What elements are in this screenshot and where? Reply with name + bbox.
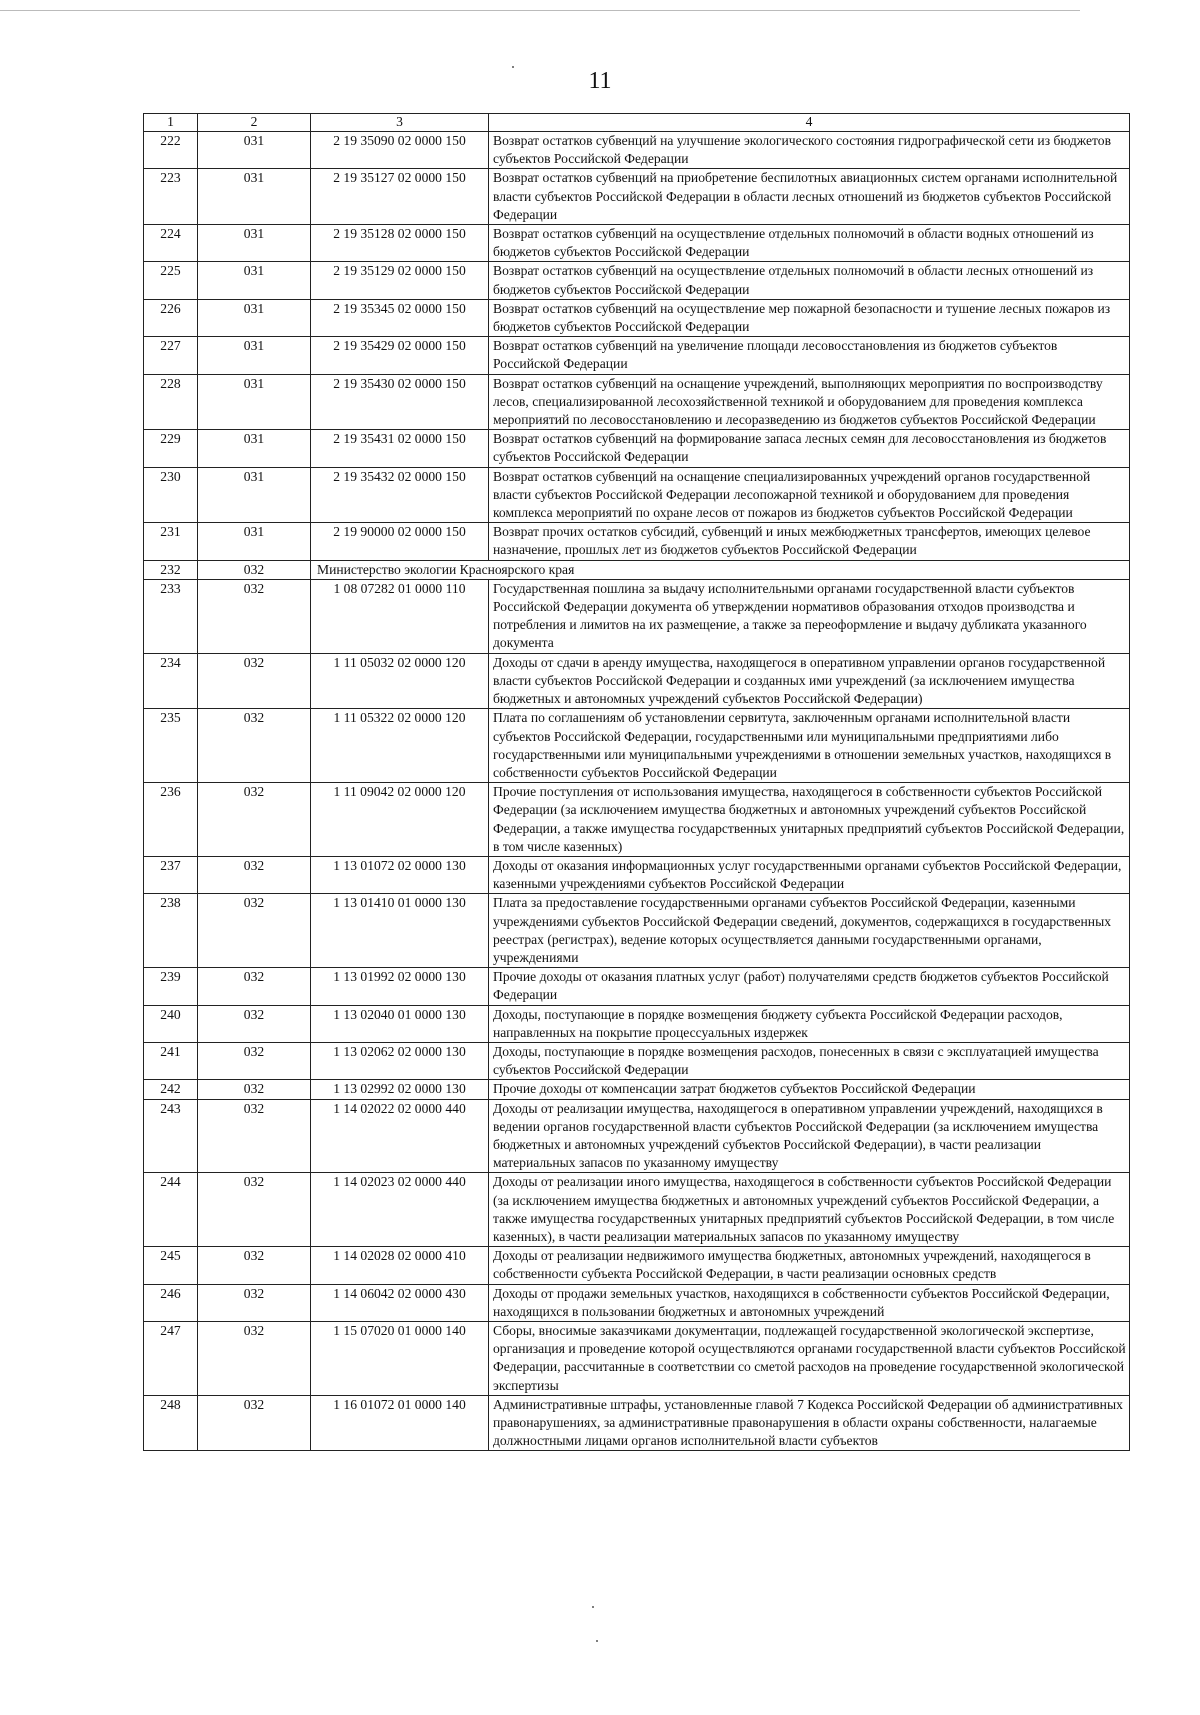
- row-number-cell: 247: [144, 1322, 198, 1396]
- revenue-code-cell: 1 11 05032 02 0000 120: [311, 653, 489, 709]
- revenue-description-cell: Плата по соглашениям об установлении сервитута, заключенным органами исполнительной власти субъектов Российской Федерации, государственными или муниципальными предприятиями либо государственными или муниципальными учреждениями в отношении земельных участков, находящихся в собственности субъектов Российской Федерации: [489, 709, 1130, 783]
- row-number-cell: 243: [144, 1099, 198, 1173]
- table-row: [144, 968, 1130, 1005]
- column-header-3: 3: [311, 114, 489, 132]
- admin-code-cell: 032: [198, 856, 311, 893]
- admin-code-cell: 032: [198, 783, 311, 857]
- revenue-description-cell: Возврат остатков субвенций на приобретение беспилотных авиационных систем органами исполнительной власти субъектов Российской Федерации в области лесных отношений из бюджетов субъектов Российской Федерации: [489, 169, 1130, 225]
- revenue-code-cell: 1 16 01072 01 0000 140: [311, 1395, 489, 1451]
- admin-code-cell: 032: [198, 1322, 311, 1396]
- revenue-code-cell: 1 13 01992 02 0000 130: [311, 968, 489, 1005]
- revenue-code-cell: 2 19 35128 02 0000 150: [311, 225, 489, 262]
- admin-code-cell: 031: [198, 523, 311, 560]
- table-row: [144, 1322, 1130, 1396]
- revenue-code-cell: 2 19 35129 02 0000 150: [311, 262, 489, 299]
- row-number-cell: 228: [144, 374, 198, 430]
- admin-code-cell: 031: [198, 262, 311, 299]
- admin-code-cell: 031: [198, 467, 311, 523]
- row-number-cell: 233: [144, 579, 198, 653]
- revenue-description-cell: Доходы, поступающие в порядке возмещения бюджету субъекта Российской Федерации расходов, направленных на покрытие процессуальных издержек: [489, 1005, 1130, 1042]
- revenue-description-cell: Возврат остатков субвенций на формирование запаса лесных семян для лесовосстановления из бюджетов субъектов Российской Федерации: [489, 430, 1130, 467]
- admin-code-cell: 032: [198, 1080, 311, 1099]
- row-number-cell: 239: [144, 968, 198, 1005]
- row-number-cell: 240: [144, 1005, 198, 1042]
- revenue-description-cell: Плата за предоставление государственными органами субъектов Российской Федерации, казенными учреждениями субъектов Российской Федерации сведений, документов, содержащихся в государственных реестрах (регистрах), ведение которых осуществляется данными государственными органами, учреждениями: [489, 894, 1130, 968]
- revenue-description-cell: Сборы, вносимые заказчиками документации, подлежащей государственной экологической экспертизе, организация и проведение которой осуществляются органами государственной власти субъектов Российской Федерации, рассчитанные в соответствии со сметой расходов на проведение государственной экологической экспертизы: [489, 1322, 1130, 1396]
- revenue-code-cell: 2 19 90000 02 0000 150: [311, 523, 489, 560]
- table-body: [144, 132, 1130, 1451]
- revenue-description-cell: Прочие доходы от компенсации затрат бюджетов субъектов Российской Федерации: [489, 1080, 1130, 1099]
- table-row: [144, 709, 1130, 783]
- admin-code-cell: 031: [198, 337, 311, 374]
- revenue-description-cell: Административные штрафы, установленные главой 7 Кодекса Российской Федерации об административных правонарушениях, за административные правонарушения в области охраны собственности, налагаемые должностными лицами органов исполнительной власти субъектов: [489, 1395, 1130, 1451]
- row-number-cell: 232: [144, 560, 198, 579]
- row-number-cell: 245: [144, 1247, 198, 1284]
- admin-code-cell: 031: [198, 132, 311, 169]
- table-row: [144, 1284, 1130, 1321]
- revenue-codes-table: [143, 113, 1130, 1451]
- admin-code-cell: 032: [198, 579, 311, 653]
- admin-code-cell: 032: [198, 1099, 311, 1173]
- row-number-cell: 231: [144, 523, 198, 560]
- table-row: [144, 374, 1130, 430]
- revenue-code-cell: 1 13 02992 02 0000 130: [311, 1080, 489, 1099]
- table-row: [144, 1099, 1130, 1173]
- admin-code-cell: 032: [198, 1042, 311, 1079]
- admin-code-cell: 032: [198, 1284, 311, 1321]
- row-number-cell: 242: [144, 1080, 198, 1099]
- row-number-cell: 222: [144, 132, 198, 169]
- table-row: [144, 1247, 1130, 1284]
- table-row: [144, 894, 1130, 968]
- table-row: [144, 579, 1130, 653]
- revenue-code-cell: 1 13 01072 02 0000 130: [311, 856, 489, 893]
- table-row: [144, 856, 1130, 893]
- table-row: [144, 169, 1130, 225]
- admin-code-cell: 031: [198, 430, 311, 467]
- row-number-cell: 223: [144, 169, 198, 225]
- revenue-description-cell: Прочие доходы от оказания платных услуг (работ) получателями средств бюджетов субъектов Российской Федерации: [489, 968, 1130, 1005]
- admin-code-cell: 032: [198, 1005, 311, 1042]
- revenue-code-cell: 2 19 35432 02 0000 150: [311, 467, 489, 523]
- admin-code-cell: 031: [198, 374, 311, 430]
- revenue-code-cell: 2 19 35127 02 0000 150: [311, 169, 489, 225]
- revenue-code-cell: 2 19 35429 02 0000 150: [311, 337, 489, 374]
- revenue-description-cell: Возврат остатков субвенций на осуществление отдельных полномочий в области лесных отношений из бюджетов субъектов Российской Федерации: [489, 262, 1130, 299]
- row-number-cell: 248: [144, 1395, 198, 1451]
- row-number-cell: 241: [144, 1042, 198, 1079]
- revenue-description-cell: Доходы от сдачи в аренду имущества, находящегося в оперативном управлении органов государственной власти субъектов Российской Федерации и созданных ими учреждений (за исключением имущества бюджетных и автономных учреждений субъектов Российской Федерации): [489, 653, 1130, 709]
- admin-code-cell: 032: [198, 1173, 311, 1247]
- revenue-description-cell: Возврат остатков субвенций на улучшение экологического состояния гидрографической сети из бюджетов субъектов Российской Федерации: [489, 132, 1130, 169]
- revenue-code-cell: 2 19 35431 02 0000 150: [311, 430, 489, 467]
- table-row: [144, 783, 1130, 857]
- revenue-codes-table-wrap: [143, 113, 1129, 1451]
- row-number-cell: 238: [144, 894, 198, 968]
- table-row: [144, 1005, 1130, 1042]
- revenue-description-cell: Возврат остатков субвенций на увеличение площади лесовосстановления из бюджетов субъектов Российской Федерации: [489, 337, 1130, 374]
- row-number-cell: 237: [144, 856, 198, 893]
- revenue-description-cell: Доходы от реализации иного имущества, находящегося в собственности субъектов Российской Федерации (за исключением имущества бюджетных и автономных учреждений субъектов Российской Федерации, а также имущества государственных унитарных предприятий субъектов Российской Федерации, в том числе казенных), в части реализации материальных запасов по указанному имуществу: [489, 1173, 1130, 1247]
- revenue-code-cell: 1 08 07282 01 0000 110: [311, 579, 489, 653]
- table-row: [144, 430, 1130, 467]
- admin-code-cell: 032: [198, 1247, 311, 1284]
- column-number-row: [144, 114, 1130, 132]
- revenue-code-cell: 1 14 02028 02 0000 410: [311, 1247, 489, 1284]
- table-row: [144, 1173, 1130, 1247]
- table-row: [144, 132, 1130, 169]
- revenue-code-cell: 1 13 01410 01 0000 130: [311, 894, 489, 968]
- admin-code-cell: 032: [198, 968, 311, 1005]
- admin-code-cell: 032: [198, 560, 311, 579]
- column-header-4: 4: [489, 114, 1130, 132]
- page-number: 11: [588, 68, 612, 94]
- revenue-description-cell: Доходы, поступающие в порядке возмещения расходов, понесенных в связи с эксплуатацией имущества субъектов Российской Федерации: [489, 1042, 1130, 1079]
- column-header-2: 2: [198, 114, 311, 132]
- revenue-code-cell: 1 14 06042 02 0000 430: [311, 1284, 489, 1321]
- revenue-code-cell: 1 13 02040 01 0000 130: [311, 1005, 489, 1042]
- revenue-description-cell: Прочие поступления от использования имущества, находящегося в собственности субъектов Российской Федерации (за исключением имущества бюджетных и автономных учреждений субъектов Российской Федерации, а также имущества государственных унитарных предприятий субъектов Российской Федерации, в том числе казенных): [489, 783, 1130, 857]
- admin-code-cell: 031: [198, 299, 311, 336]
- table-row: [144, 1042, 1130, 1079]
- row-number-cell: 246: [144, 1284, 198, 1321]
- table-row: [144, 225, 1130, 262]
- revenue-code-cell: 1 14 02023 02 0000 440: [311, 1173, 489, 1247]
- table-row: [144, 1080, 1130, 1099]
- revenue-description-cell: Возврат остатков субвенций на оснащение специализированных учреждений органов государственной власти субъектов Российской Федерации лесопожарной техникой и оборудованием для проведения комплекса мероприятий по охране лесов от пожаров из бюджетов субъектов Российской Федерации: [489, 467, 1130, 523]
- row-number-cell: 236: [144, 783, 198, 857]
- revenue-code-cell: 2 19 35345 02 0000 150: [311, 299, 489, 336]
- revenue-code-cell: 1 11 05322 02 0000 120: [311, 709, 489, 783]
- row-number-cell: 234: [144, 653, 198, 709]
- row-number-cell: 235: [144, 709, 198, 783]
- table-row: [144, 560, 1130, 579]
- revenue-description-cell: Возврат остатков субвенций на оснащение учреждений, выполняющих мероприятия по воспроизводству лесов, специализированной лесохозяйственной техникой и оборудованием для проведения комплекса мероприятий по лесовосстановлению и лесоразведению из бюджетов субъектов Российской Федерации: [489, 374, 1130, 430]
- column-header-1: 1: [144, 114, 198, 132]
- admin-code-cell: 032: [198, 894, 311, 968]
- revenue-description-cell: Доходы от реализации имущества, находящегося в оперативном управлении учреждений, находящихся в ведении органов государственной власти субъектов Российской Федерации (за исключением имущества бюджетных и автономных учреждений субъектов Российской Федерации), в части реализации материальных запасов по указанному имуществу: [489, 1099, 1130, 1173]
- admin-code-cell: 032: [198, 709, 311, 783]
- table-row: [144, 523, 1130, 560]
- admin-code-cell: 031: [198, 169, 311, 225]
- revenue-description-cell: Возврат остатков субвенций на осуществление отдельных полномочий в области водных отношений из бюджетов субъектов Российской Федерации: [489, 225, 1130, 262]
- admin-code-cell: 031: [198, 225, 311, 262]
- revenue-description-cell: Доходы от продажи земельных участков, находящихся в собственности субъектов Российской Федерации, находящихся в пользовании бюджетных и автономных учреждений: [489, 1284, 1130, 1321]
- scan-top-edge: [0, 10, 1080, 11]
- revenue-description-cell: Возврат прочих остатков субсидий, субвенций и иных межбюджетных трансфертов, имеющих целевое назначение, прошлых лет из бюджетов субъектов Российской Федерации: [489, 523, 1130, 560]
- row-number-cell: 244: [144, 1173, 198, 1247]
- row-number-cell: 229: [144, 430, 198, 467]
- table-row: [144, 262, 1130, 299]
- admin-code-cell: 032: [198, 1395, 311, 1451]
- revenue-code-cell: 2 19 35090 02 0000 150: [311, 132, 489, 169]
- revenue-code-cell: 1 14 02022 02 0000 440: [311, 1099, 489, 1173]
- row-number-cell: 227: [144, 337, 198, 374]
- row-number-cell: 224: [144, 225, 198, 262]
- revenue-description-cell: Возврат остатков субвенций на осуществление мер пожарной безопасности и тушение лесных пожаров из бюджетов субъектов Российской Федерации: [489, 299, 1130, 336]
- revenue-code-cell: 1 11 09042 02 0000 120: [311, 783, 489, 857]
- revenue-description-cell: Доходы от реализации недвижимого имущества бюджетных, автономных учреждений, находящегося в собственности субъекта Российской Федерации, в части реализации основных средств: [489, 1247, 1130, 1284]
- table-row: [144, 299, 1130, 336]
- department-name-cell: Министерство экологии Красноярского края: [311, 560, 1130, 579]
- revenue-code-cell: 1 15 07020 01 0000 140: [311, 1322, 489, 1396]
- table-row: [144, 653, 1130, 709]
- table-row: [144, 337, 1130, 374]
- admin-code-cell: 032: [198, 653, 311, 709]
- row-number-cell: 225: [144, 262, 198, 299]
- table-row: [144, 1395, 1130, 1451]
- revenue-code-cell: 2 19 35430 02 0000 150: [311, 374, 489, 430]
- revenue-description-cell: Доходы от оказания информационных услуг государственными органами субъектов Российской Федерации, казенными учреждениями субъектов Российской Федерации: [489, 856, 1130, 893]
- revenue-description-cell: Государственная пошлина за выдачу исполнительными органами государственной власти субъектов Российской Федерации документа об утверждении нормативов образования отходов производства и потребления и лимитов на их размещение, а также за переоформление и выдачу дубликата указанного документа: [489, 579, 1130, 653]
- table-row: [144, 467, 1130, 523]
- row-number-cell: 226: [144, 299, 198, 336]
- row-number-cell: 230: [144, 467, 198, 523]
- revenue-code-cell: 1 13 02062 02 0000 130: [311, 1042, 489, 1079]
